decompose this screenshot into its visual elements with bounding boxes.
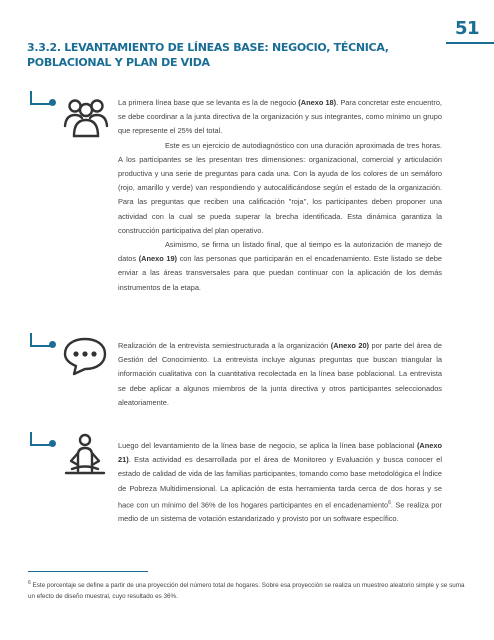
connector-dot-1 [49, 99, 56, 106]
connector-dot-3 [49, 440, 56, 447]
section-title: 3.3.2. LEVANTAMIENTO DE LÍNEAS BASE: NEGOCIO, TÉCNICA, POBLACIONAL Y PLAN DE VIDA [27, 41, 389, 69]
paragraph: Asimismo, se firma un listado final, que al tiempo es la autorización de manejo de datos (Anexo 19) con las personas que participarán en el encadenamiento. Este listado se debe enviar a las áreas transversales para que puedan continuar con la aplicación de los demás instrumentos de la etapa. [118, 240, 442, 292]
paragraph: Este es un ejercicio de autodiagnóstico con una duración aproximada de tres horas. A los participantes se les presentan tres dimensiones: organizacional, comercial y articulación productiva y una serie de preguntas para cada una. Con la ayuda de los colores de un semáforo (rojo, amarillo y verde) van respondiendo y autocalificándose según el estado de la organización. Para las preguntas que reciben una calificación "roja", los participantes deben proponer una actividad con la cual se pueda superar la brecha identificada. Esta dinámica garantiza la construcción participativa del plan operativo. [118, 140, 442, 235]
person-meditating-icon [62, 433, 108, 482]
footnote-number: 6 [28, 580, 31, 586]
section-3-text [118, 439, 442, 527]
annex-reference: (Anexo 20) [330, 341, 370, 350]
annex-reference: (Anexo 18) [298, 98, 337, 107]
paragraph: Luego del levantamiento de la línea base de negocio, se aplica la línea base poblacional (Anexo 21). Esta actividad es desarrollada por el área de Monitoreo y Evaluación y busca conocer el estado de calidad de vida de las familias participantes, tomando como base metodológica el Índice de Pobreza Multidimensional. La aplicación de esta herramienta tarda cerca de dos horas y se hace con un mínimo del 36% de los hogares participantes en el encadenamiento$^6$. Se realiza por medio de un sistema de votación estandarizado y provisto por un software específico. [118, 441, 442, 524]
section-2-text [118, 339, 442, 410]
chat-bubble-icon [62, 336, 108, 381]
annex-reference: (Anexo 21) [118, 441, 442, 465]
paragraph: La primera línea base que se levanta es la de negocio (Anexo 18). Para concretar este encuentro, se debe coordinar a la junta directiva de la organización y sus integrantes, como mínimo un grupo que represente el 25% del total. [118, 98, 442, 136]
footnote-marker: 6 [388, 499, 391, 506]
connector-dot-2 [49, 341, 56, 348]
paragraph: Realización de la entrevista semiestructurada a la organización (Anexo 20) por parte del área de Gestión del Conocimiento. La entrevista incluye algunas preguntas que buscan triangular la información cualitativa con la cuantitativa recolectada en la línea base poblacional. La entrevista se debe aplicar a algunos miembros de la junta directiva y otros participantes seleccionados aleatoriamente. [118, 341, 442, 407]
group-people-icon [62, 94, 110, 143]
footnote-divider [28, 571, 148, 572]
footnote [28, 578, 468, 602]
footnote-text: Este porcentaje se define a partir de una proyección del número total de hogares. Sobre esa proyección se realiza un muestreo aleatorio simple y se suma un efecto de diseño muestral, cuyo resultado es 36%. [28, 582, 465, 601]
annex-reference: (Anexo 19) [138, 254, 178, 264]
page-number: 51 [455, 18, 480, 39]
page-number-underline [446, 42, 494, 44]
section-1-text [118, 96, 442, 295]
